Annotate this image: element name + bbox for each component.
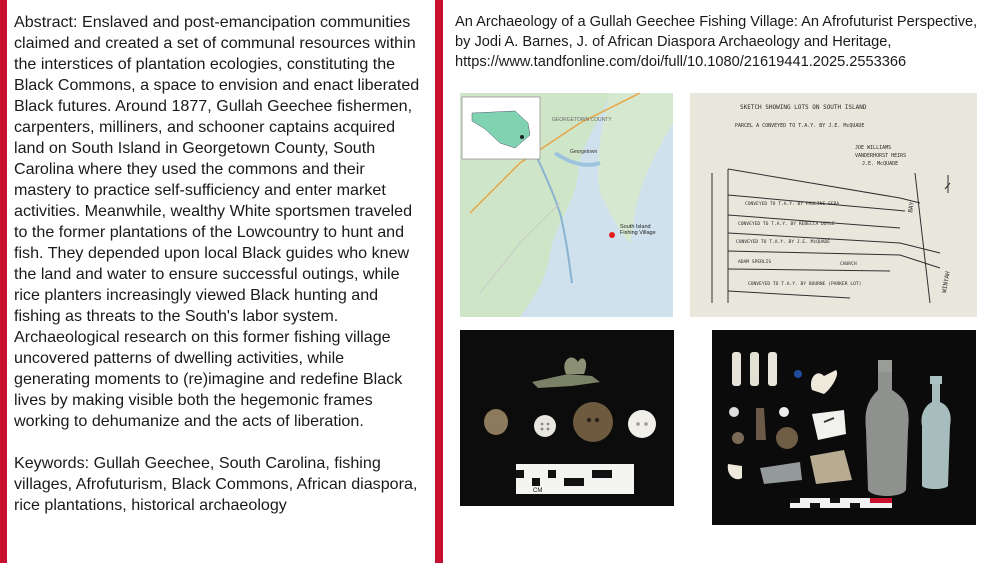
sketch-lot-5: CONVEYED TO T.A.Y. BY BOURNE (PARKER LOT)	[748, 282, 862, 287]
sketch-owner-1: JOE WILLIAMS	[855, 145, 892, 151]
map-site-label: South Island Fishing Village	[620, 224, 656, 236]
abstract-column	[14, 12, 422, 516]
citation-text: An Archaeology of a Gullah Geechee Fishing Village: An Afrofuturist Perspective, by Jodi A. Barnes, J. of African Diaspora Archaeology and Heritage, https://www.tandfonline.com/doi/full/10.1080/21619441.2025.2553366	[455, 14, 978, 70]
left-accent-bar	[0, 0, 7, 563]
sketch-lot-1: CONVEYED TO T.A.Y. BY PAULINE SEBA	[745, 202, 840, 207]
center-accent-bar	[435, 0, 443, 563]
sketch-owner-3: J.E. McQUADE	[862, 161, 899, 167]
location-map-image	[460, 93, 673, 317]
sketch-parcel-line: PARCEL A CONVEYED TO T.A.Y. BY J.E. McQUADE	[735, 123, 865, 129]
historic-sketch-image	[690, 93, 977, 317]
sketch-lot-4: ADAM SPERLIS	[738, 260, 772, 265]
scale-cm-label: CM	[533, 488, 543, 494]
sketch-lot-2: CONVEYED TO T.A.Y. BY REBECCA DOYLE	[738, 222, 835, 227]
sketch-winyah-label: WINYAH	[941, 270, 952, 294]
map-town-label: Georgetown	[570, 149, 598, 155]
map-county-label: GEORGETOWN COUNTY	[552, 117, 612, 123]
artifacts-photo-buttons	[460, 330, 674, 506]
sketch-title: SKETCH SHOWING LOTS ON SOUTH ISLAND	[740, 104, 867, 111]
abstract-text: Abstract: Enslaved and post-emancipation communities claimed and created a set of communal resources within the interstices of plantation ecologies, constituting the Black Commons, a space to envision and enact liberated Black futures. Around 1877, Gullah Geechee fishermen, carpenters, milliners, and schooner captains acquired land on South Island in Georgetown County, South Carolina where they used the commons and their mastery to practice self-sufficiency and enter market activities. Meanwhile, wealthy White sportsmen traveled to the former plantations of the Lowcountry to hunt and fish. They depended upon local Black guides who knew the land and water to ensure successful outings, while rice planters increasingly viewed Black hunting and fishing as threats to the South's labor system. Archaeological research on this former fishing village uncovered patterns of dwelling activities, while generating moments to (re)imagine and redefine Black lives by making visible both the hegemonic frames working to dehumanize and the acts of liberation.	[14, 13, 420, 430]
sketch-lot-3: CONVEYED TO T.A.Y. BY J.E. McQUADE	[736, 240, 831, 245]
keywords-text: Keywords: Gullah Geechee, South Carolina, fishing villages, Afrofuturism, Black Commons, African diaspora, rice plantations, historical archaeology	[14, 454, 418, 514]
sketch-owner-2: VANDERHORST HEIRS	[855, 153, 907, 159]
sketch-church: CHURCH	[840, 262, 857, 267]
sketch-bay-label: BAY	[907, 201, 916, 214]
artifacts-photo-bottles	[712, 330, 976, 525]
